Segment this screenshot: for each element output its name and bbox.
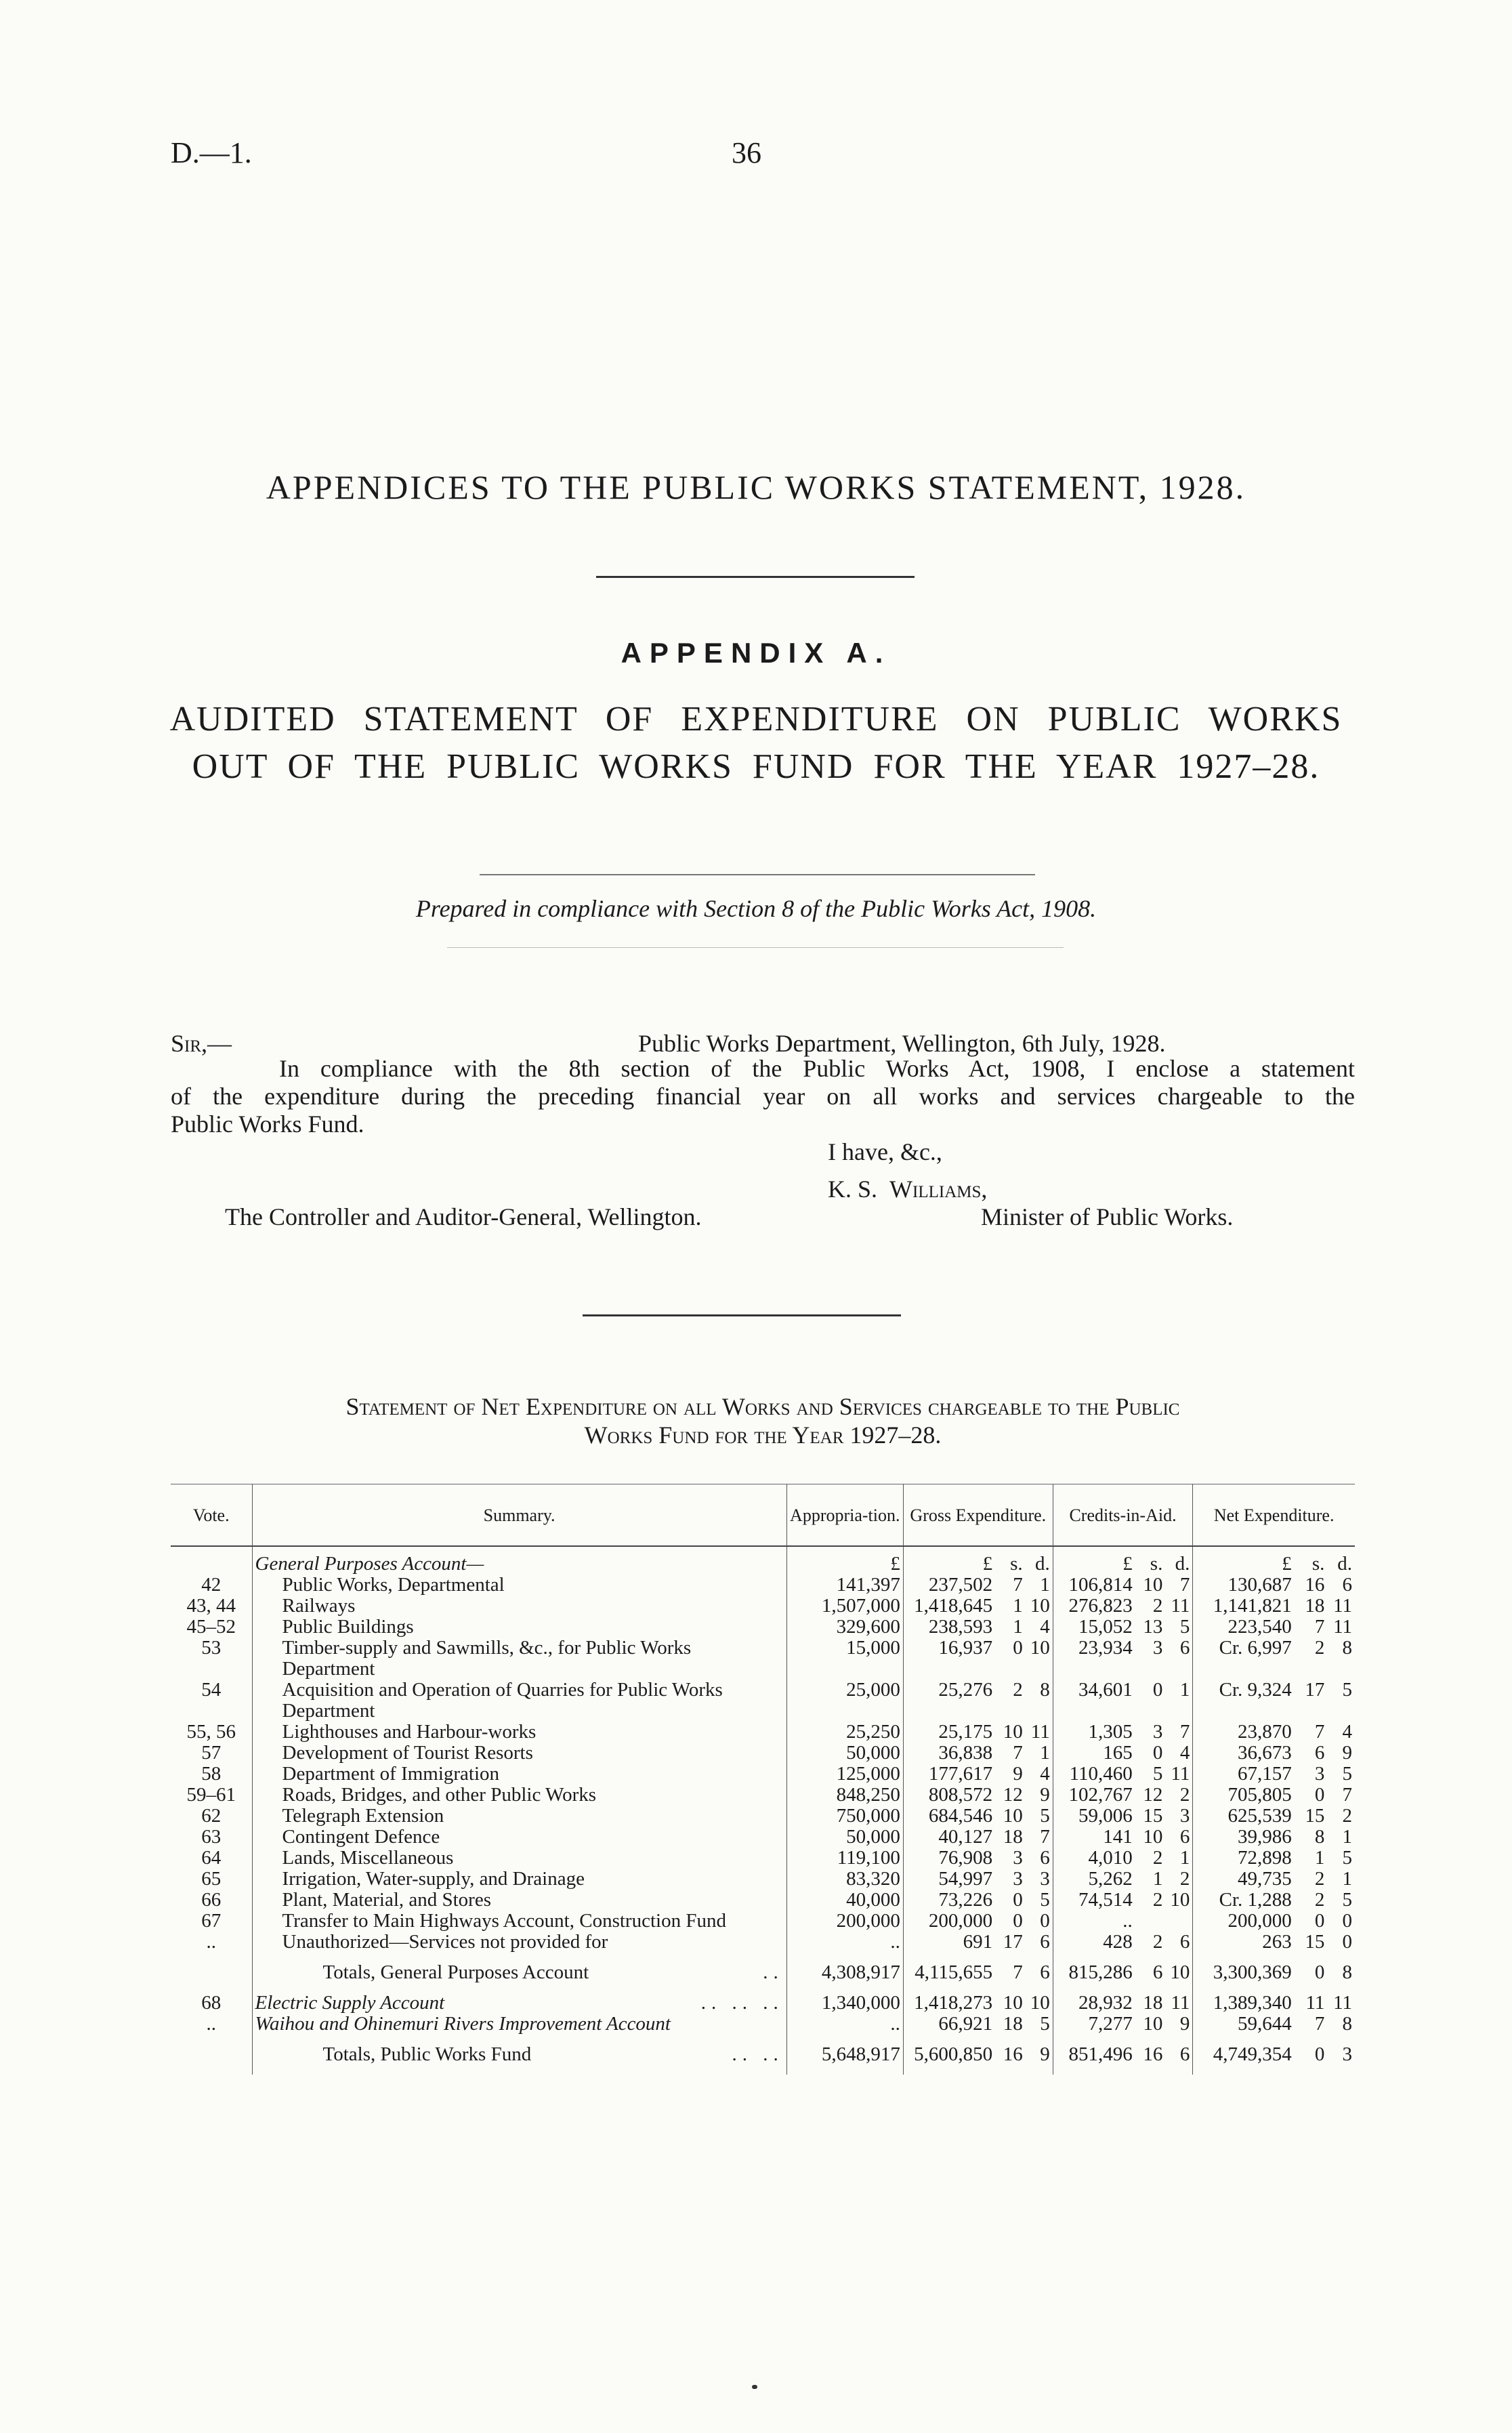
amount-pence: 1 xyxy=(1179,1679,1190,1701)
summary-cell xyxy=(252,1806,786,1827)
amount-pence: 8 xyxy=(1342,1637,1352,1659)
divider xyxy=(583,1314,901,1316)
summary-text: Contingent Defence xyxy=(282,1826,440,1848)
amount-pounds: 130,687 xyxy=(1193,1575,1295,1596)
amount-pence: 2 xyxy=(1179,1784,1190,1806)
vote-cell: 58 xyxy=(201,1763,222,1785)
amount-shillings: 0 xyxy=(1013,1889,1023,1911)
appropriation-cell: 750,000 xyxy=(786,1806,903,1827)
divider xyxy=(480,874,1035,875)
table-row xyxy=(171,1743,1355,1764)
letter-body-line2: of the expenditure during the preceding financial year on all works and services chargeable to the xyxy=(171,1083,1355,1110)
amount-pounds: 237,502 xyxy=(903,1575,995,1596)
amount-shillings: 2 xyxy=(1152,1889,1163,1911)
statement-heading-line1: AUDITED STATEMENT OF EXPENDITURE ON PUBLIC WORKS xyxy=(169,700,1343,739)
table-row xyxy=(171,1596,1355,1617)
summary-cell xyxy=(252,1785,786,1806)
amount-shillings: 0 xyxy=(1152,1679,1163,1701)
vote-cell: 43, 44 xyxy=(186,1595,236,1617)
amount-pence: 1 xyxy=(1040,1574,1050,1596)
vote-cell: 54 xyxy=(201,1679,222,1701)
amount-pounds: 59,006 xyxy=(1053,1806,1135,1827)
amount-pence: 10 xyxy=(1030,1595,1050,1617)
amount-pounds: Cr. 9,324 xyxy=(1193,1680,1295,1722)
summary-cell xyxy=(252,1911,786,1932)
table-row xyxy=(171,1617,1355,1638)
section-row: General Purposes Account— £ £ s. d. £ s. d. £ s. d. xyxy=(171,1554,1355,1575)
amount-pounds: 1,141,821 xyxy=(1193,1596,1295,1617)
vote-cell: 57 xyxy=(201,1742,222,1764)
amount-shillings: 18 xyxy=(1003,1826,1023,1848)
divider xyxy=(447,947,1064,948)
amount-pounds: Cr. 1,288 xyxy=(1193,1890,1295,1911)
amount-shillings: 13 xyxy=(1143,1616,1163,1638)
appropriation-cell: 83,320 xyxy=(786,1869,903,1890)
summary-cell xyxy=(252,1890,786,1911)
amount-pounds: 102,767 xyxy=(1053,1785,1135,1806)
amount-pounds: 5,262 xyxy=(1053,1869,1135,1890)
amount-shillings: 0 xyxy=(1013,1637,1023,1659)
amount-pence: 5 xyxy=(1342,1679,1352,1701)
amount-pounds: 34,601 xyxy=(1053,1680,1135,1722)
appropriation-cell: .. xyxy=(786,1932,903,1953)
amount-pounds: 238,593 xyxy=(903,1617,995,1638)
amount-pence: 5 xyxy=(1342,1763,1352,1785)
amount-pounds: 428 xyxy=(1053,1932,1135,1953)
summary-cell xyxy=(252,1638,786,1680)
amount-shillings: 3 xyxy=(1152,1637,1163,1659)
vote-cell: .. xyxy=(206,1931,217,1953)
amount-pounds: 36,673 xyxy=(1193,1743,1295,1764)
col-vote: Vote. xyxy=(171,1484,252,1547)
col-appropriation: Appropria-tion. xyxy=(786,1484,903,1547)
amount-pence: 11 xyxy=(1333,1616,1352,1638)
amount-shillings: 10 xyxy=(1143,1574,1163,1596)
appropriation-cell: 119,100 xyxy=(786,1848,903,1869)
appendix-heading: APPENDIX A. xyxy=(621,637,891,669)
expenditure-table xyxy=(171,1484,1355,2075)
amount-shillings: 7 xyxy=(1314,1721,1325,1743)
amount-shillings: 3 xyxy=(1013,1847,1023,1869)
summary-text: Public Works, Departmental xyxy=(282,1574,505,1596)
amount-shillings: 15 xyxy=(1305,1805,1325,1827)
vote-cell: 53 xyxy=(201,1637,222,1659)
summary-text: Acquisition and Operation of Quarries for Public Works Department xyxy=(282,1679,723,1722)
amount-pence: 3 xyxy=(1040,1868,1050,1890)
amount-shillings: 7 xyxy=(1013,1574,1023,1596)
amount-pence: 0 xyxy=(1040,1910,1050,1932)
amount-pence: 10 xyxy=(1170,1889,1190,1911)
amount-pence: 7 xyxy=(1040,1826,1050,1848)
amount-shillings: 5 xyxy=(1152,1763,1163,1785)
amount-pounds: .. xyxy=(1053,1911,1135,1932)
amount-shillings: 16 xyxy=(1305,1574,1325,1596)
amount-pence: 11 xyxy=(1171,1763,1190,1785)
amount-pence xyxy=(1165,1911,1193,1932)
summary-text: Lands, Miscellaneous xyxy=(282,1847,454,1869)
amount-shillings: 9 xyxy=(1013,1763,1023,1785)
amount-pence: 4 xyxy=(1179,1742,1190,1764)
summary-cell xyxy=(252,1848,786,1869)
table-row xyxy=(171,1827,1355,1848)
appropriation-cell: 15,000 xyxy=(786,1638,903,1680)
amount-pounds: 200,000 xyxy=(903,1911,995,1932)
amount-shillings: 7 xyxy=(1314,1616,1325,1638)
summary-text: Department of Immigration xyxy=(282,1763,500,1785)
amount-shillings: 6 xyxy=(1314,1742,1325,1764)
amount-shillings: 0 xyxy=(1314,1910,1325,1932)
amount-shillings: 8 xyxy=(1314,1826,1325,1848)
amount-shillings: 2 xyxy=(1314,1868,1325,1890)
table-row xyxy=(171,1869,1355,1890)
summary-cell xyxy=(252,1575,786,1596)
amount-pence: 1 xyxy=(1179,1847,1190,1869)
table-row xyxy=(171,1806,1355,1827)
amount-shillings: 2 xyxy=(1152,1847,1163,1869)
amount-shillings: 12 xyxy=(1143,1784,1163,1806)
amount-shillings: 0 xyxy=(1152,1742,1163,1764)
table-row xyxy=(171,1638,1355,1680)
amount-pence: 0 xyxy=(1342,1931,1352,1953)
amount-pence: 6 xyxy=(1179,1931,1190,1953)
amount-pounds: 67,157 xyxy=(1193,1764,1295,1785)
summary-text: Transfer to Main Highways Account, Construction Fund xyxy=(282,1910,726,1932)
summary-text: Timber-supply and Sawmills, &c., for Public Works Department xyxy=(282,1637,692,1680)
amount-shillings: 10 xyxy=(1003,1805,1023,1827)
amount-pence: 5 xyxy=(1342,1889,1352,1911)
table-row xyxy=(171,1680,1355,1722)
amount-pounds: 25,175 xyxy=(903,1722,995,1743)
table-row xyxy=(171,1764,1355,1785)
amount-pence: 11 xyxy=(1333,1595,1352,1617)
amount-pounds: 625,539 xyxy=(1193,1806,1295,1827)
table-row xyxy=(171,1575,1355,1596)
summary-cell xyxy=(252,1680,786,1722)
statement-heading-line2: OUT OF THE PUBLIC WORKS FUND FOR THE YEAR 1927–28. xyxy=(192,747,1320,786)
doc-reference: D.—1. xyxy=(171,136,252,169)
vote-cell: 62 xyxy=(201,1805,222,1827)
waihou-row: .. Waihou and Ohinemuri Rivers Improvement Account .. 66,921 18 5 7,277 10 9 59,644 7 8 xyxy=(206,2013,1352,2035)
table-row xyxy=(171,1785,1355,1806)
summary-cell xyxy=(252,1722,786,1743)
letter-signatory-title: Minister of Public Works. xyxy=(981,1203,1234,1230)
amount-pounds: 25,276 xyxy=(903,1680,995,1722)
amount-pounds: Cr. 6,997 xyxy=(1193,1638,1295,1680)
vote-cell: 65 xyxy=(201,1868,222,1890)
amount-shillings: 2 xyxy=(1314,1637,1325,1659)
amount-pence: 4 xyxy=(1040,1763,1050,1785)
amount-pence: 6 xyxy=(1179,1826,1190,1848)
amount-pence: 2 xyxy=(1179,1868,1190,1890)
amount-pence: 7 xyxy=(1179,1721,1190,1743)
amount-shillings: 0 xyxy=(1013,1910,1023,1932)
amount-pounds: 39,986 xyxy=(1193,1827,1295,1848)
vote-cell: 45–52 xyxy=(186,1616,236,1638)
amount-pence: 1 xyxy=(1040,1742,1050,1764)
summary-cell xyxy=(252,1743,786,1764)
letter-closing: I have, &c., xyxy=(828,1138,942,1165)
amount-shillings: 0 xyxy=(1314,1784,1325,1806)
amount-pounds: 684,546 xyxy=(903,1806,995,1827)
amount-pence: 2 xyxy=(1342,1805,1352,1827)
appropriation-cell: 1,507,000 xyxy=(786,1596,903,1617)
vote-cell: 63 xyxy=(201,1826,222,1848)
amount-shillings: 2 xyxy=(1013,1679,1023,1701)
appropriation-cell: 50,000 xyxy=(786,1827,903,1848)
amount-pounds: 73,226 xyxy=(903,1890,995,1911)
amount-pence: 6 xyxy=(1342,1574,1352,1596)
amount-shillings: 7 xyxy=(1013,1742,1023,1764)
amount-pounds: 54,997 xyxy=(903,1869,995,1890)
summary-cell xyxy=(252,1869,786,1890)
amount-pounds: 16,937 xyxy=(903,1638,995,1680)
amount-pence: 7 xyxy=(1342,1784,1352,1806)
amount-pounds: 705,805 xyxy=(1193,1785,1295,1806)
amount-pence: 7 xyxy=(1179,1574,1190,1596)
vote-cell: 59–61 xyxy=(186,1784,236,1806)
col-credits: Credits-in-Aid. xyxy=(1053,1484,1193,1547)
col-net: Net Expenditure. xyxy=(1193,1484,1355,1547)
summary-cell xyxy=(252,1827,786,1848)
summary-cell xyxy=(252,1617,786,1638)
amount-pounds: 4,010 xyxy=(1053,1848,1135,1869)
page-title: APPENDICES TO THE PUBLIC WORKS STATEMENT, 1928. xyxy=(266,468,1246,506)
amount-pounds: 263 xyxy=(1193,1932,1295,1953)
total-general-row: Totals, General Purposes Account .. 4,308,917 4,115,655 7 6 815,286 6 10 3,300,369 0 8 xyxy=(171,1953,1355,1993)
amount-shillings: 17 xyxy=(1003,1931,1023,1953)
amount-pounds: 40,127 xyxy=(903,1827,995,1848)
vote-cell: 67 xyxy=(201,1910,222,1932)
amount-shillings: 17 xyxy=(1305,1679,1325,1701)
amount-shillings: 10 xyxy=(1143,1826,1163,1848)
appropriation-cell: 141,397 xyxy=(786,1575,903,1596)
amount-pence: 1 xyxy=(1342,1826,1352,1848)
appropriation-cell: 125,000 xyxy=(786,1764,903,1785)
amount-pounds: 223,540 xyxy=(1193,1617,1295,1638)
amount-shillings: 18 xyxy=(1305,1595,1325,1617)
amount-pence: 6 xyxy=(1179,1637,1190,1659)
amount-pounds: 110,460 xyxy=(1053,1764,1135,1785)
prepared-note: Prepared in compliance with Section 8 of the Public Works Act, 1908. xyxy=(415,895,1097,922)
amount-shillings: 15 xyxy=(1305,1931,1325,1953)
amount-pence: 6 xyxy=(1040,1931,1050,1953)
amount-pence: 4 xyxy=(1040,1616,1050,1638)
appropriation-cell: 40,000 xyxy=(786,1890,903,1911)
appropriation-cell: 329,600 xyxy=(786,1617,903,1638)
amount-pounds: 106,814 xyxy=(1053,1575,1135,1596)
amount-pence: 1 xyxy=(1342,1868,1352,1890)
amount-pence: 9 xyxy=(1342,1742,1352,1764)
summary-text: Railways xyxy=(282,1595,356,1617)
letter-address: Public Works Department, Wellington, 6th July, 1928. xyxy=(638,1030,1166,1057)
appropriation-cell: 50,000 xyxy=(786,1743,903,1764)
amount-pounds: 76,908 xyxy=(903,1848,995,1869)
page-number: 36 xyxy=(732,136,761,169)
amount-pounds: 200,000 xyxy=(1193,1911,1295,1932)
amount-shillings: 1 xyxy=(1013,1616,1023,1638)
summary-text: Irrigation, Water-supply, and Drainage xyxy=(282,1868,585,1890)
amount-pounds: 1,305 xyxy=(1053,1722,1135,1743)
amount-pence: 11 xyxy=(1030,1721,1050,1743)
summary-text: Lighthouses and Harbour-works xyxy=(282,1721,537,1743)
amount-shillings: 12 xyxy=(1003,1784,1023,1806)
amount-pounds: 74,514 xyxy=(1053,1890,1135,1911)
vote-cell: 55, 56 xyxy=(186,1721,236,1743)
letter-signature: K. S. Williams, xyxy=(828,1176,988,1203)
amount-pence: 3 xyxy=(1179,1805,1190,1827)
letter-addressee: The Controller and Auditor-General, Wellington. xyxy=(225,1203,702,1230)
appropriation-cell: 25,250 xyxy=(786,1722,903,1743)
section-label: General Purposes Account— xyxy=(255,1553,484,1575)
amount-shillings xyxy=(1135,1911,1166,1932)
table-title: Statement of Net Expenditure on all Works and Services chargeable to the Public Works Fund for the Year 1927–28. xyxy=(345,1393,1180,1449)
amount-shillings: 3 xyxy=(1152,1721,1163,1743)
vote-cell: 66 xyxy=(201,1889,222,1911)
amount-pounds: 276,823 xyxy=(1053,1596,1135,1617)
amount-pounds: 23,934 xyxy=(1053,1638,1135,1680)
table-row xyxy=(171,1890,1355,1911)
amount-pence: 5 xyxy=(1040,1805,1050,1827)
table-row xyxy=(171,1932,1355,1953)
amount-shillings: 1 xyxy=(1013,1595,1023,1617)
summary-text: Unauthorized—Services not provided for xyxy=(282,1931,608,1953)
summary-text: Plant, Material, and Stores xyxy=(282,1889,491,1911)
appropriation-cell: 848,250 xyxy=(786,1785,903,1806)
ink-mark xyxy=(752,2385,757,2389)
amount-pence: 0 xyxy=(1342,1910,1352,1932)
amount-pounds: 1,418,645 xyxy=(903,1596,995,1617)
summary-text: Roads, Bridges, and other Public Works xyxy=(282,1784,597,1806)
summary-text: Public Buildings xyxy=(282,1616,414,1638)
summary-cell xyxy=(252,1764,786,1785)
amount-shillings: 1 xyxy=(1314,1847,1325,1869)
col-gross: Gross Expenditure. xyxy=(903,1484,1053,1547)
amount-pence: 11 xyxy=(1171,1595,1190,1617)
divider xyxy=(596,576,915,578)
table-header-row xyxy=(171,1484,1355,1547)
vote-cell: 64 xyxy=(201,1847,222,1869)
amount-pounds: 808,572 xyxy=(903,1785,995,1806)
amount-pounds: 23,870 xyxy=(1193,1722,1295,1743)
amount-pence: 5 xyxy=(1179,1616,1190,1638)
amount-shillings: 15 xyxy=(1143,1805,1163,1827)
letter-body-line3: Public Works Fund. xyxy=(171,1110,364,1138)
amount-shillings: 3 xyxy=(1314,1763,1325,1785)
letter-salutation: Sir,— xyxy=(171,1030,232,1057)
col-summary: Summary. xyxy=(252,1484,786,1547)
amount-pence: 4 xyxy=(1342,1721,1352,1743)
amount-shillings: 2 xyxy=(1314,1889,1325,1911)
amount-pounds: 141 xyxy=(1053,1827,1135,1848)
amount-shillings: 3 xyxy=(1013,1868,1023,1890)
summary-cell xyxy=(252,1596,786,1617)
summary-text: Telegraph Extension xyxy=(282,1805,444,1827)
amount-pounds: 165 xyxy=(1053,1743,1135,1764)
amount-pounds: 691 xyxy=(903,1932,995,1953)
total-fund-row: Totals, Public Works Fund .. .. 5,648,917 5,600,850 16 9 851,496 16 6 4,749,354 0 3 xyxy=(171,2035,1355,2075)
amount-pence: 8 xyxy=(1040,1679,1050,1701)
appropriation-cell: 25,000 xyxy=(786,1680,903,1722)
amount-pounds: 15,052 xyxy=(1053,1617,1135,1638)
amount-shillings: 1 xyxy=(1152,1868,1163,1890)
amount-pounds: 72,898 xyxy=(1193,1848,1295,1869)
amount-pence: 6 xyxy=(1040,1847,1050,1869)
amount-pence: 5 xyxy=(1040,1889,1050,1911)
amount-pounds: 177,617 xyxy=(903,1764,995,1785)
appropriation-cell: 200,000 xyxy=(786,1911,903,1932)
amount-shillings: 2 xyxy=(1152,1595,1163,1617)
amount-pence: 10 xyxy=(1030,1637,1050,1659)
amount-pence: 5 xyxy=(1342,1847,1352,1869)
amount-pounds: 36,838 xyxy=(903,1743,995,1764)
table-row xyxy=(171,1911,1355,1932)
amount-shillings: 10 xyxy=(1003,1721,1023,1743)
vote-cell: 42 xyxy=(201,1574,222,1596)
summary-text: Development of Tourist Resorts xyxy=(282,1742,533,1764)
amount-pence: 9 xyxy=(1040,1784,1050,1806)
amount-pounds: 49,735 xyxy=(1193,1869,1295,1890)
summary-cell xyxy=(252,1932,786,1953)
table-row xyxy=(171,1722,1355,1743)
letter-body-line1: In compliance with the 8th section of the Public Works Act, 1908, I enclose a statement xyxy=(279,1055,1355,1082)
table-row xyxy=(171,1848,1355,1869)
amount-shillings: 2 xyxy=(1152,1931,1163,1953)
electric-supply-row: 68 Electric Supply Account .. .. .. 1,340,000 1,418,273 10 10 28,932 18 11 1,389,340 11 11 xyxy=(201,1992,1352,2014)
